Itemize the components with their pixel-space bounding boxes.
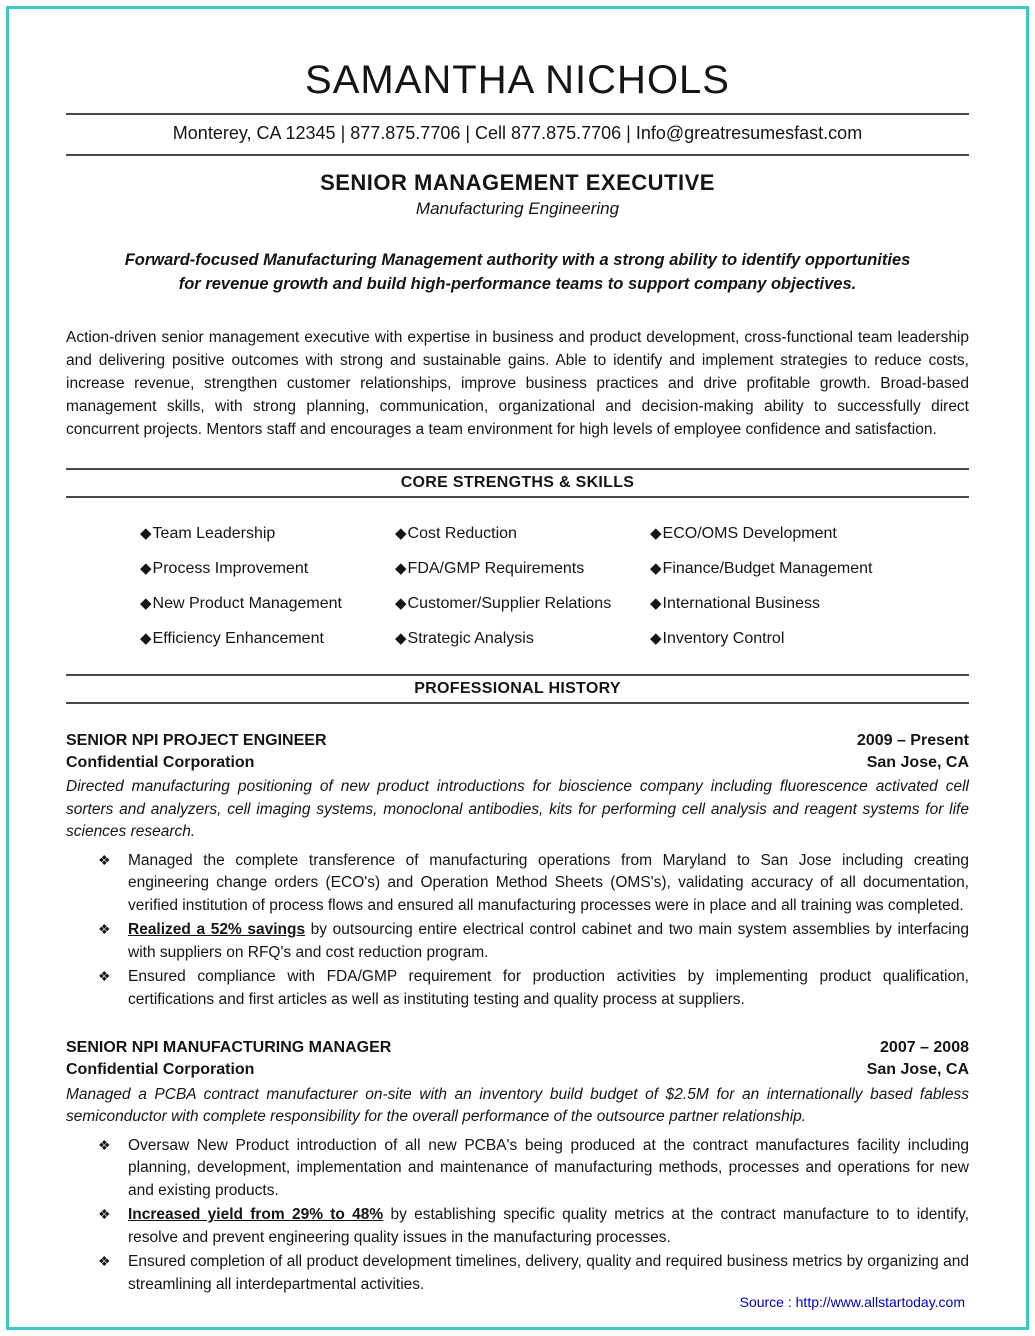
skill-item (650, 629, 969, 648)
job-bullet (66, 919, 969, 964)
skill-label: Efficiency Enhancement (152, 629, 324, 647)
contact-line: Monterey, CA 12345 | 877.875.7706 | Cell 877.875.7706 | Info@greatresumesfast.com (172, 123, 863, 143)
job-bullet-list (66, 850, 969, 1011)
job-dates: 2007 – 2008 (880, 1039, 969, 1056)
skill-label: Strategic Analysis (407, 629, 534, 647)
skill-item (650, 594, 969, 613)
job-bullet (66, 1204, 969, 1249)
skill-label: Process Improvement (152, 559, 309, 577)
skill-label: Team Leadership (152, 524, 276, 542)
skill-item (140, 629, 395, 648)
fancy-diamond-bullet-icon: ❖ (98, 1253, 111, 1270)
job-bullet (66, 1135, 969, 1202)
resume-subheadline: Manufacturing Engineering (415, 199, 620, 218)
job-subheader (66, 1059, 969, 1081)
section-professional-history (66, 674, 969, 704)
skill-item (395, 524, 650, 543)
skill-label: ECO/OMS Development (662, 524, 837, 542)
job-subheader (66, 752, 969, 774)
diamond-icon: ◆ (140, 559, 152, 577)
skill-label: Cost Reduction (407, 524, 517, 542)
skills-column-1 (140, 524, 395, 648)
skill-label: Finance/Budget Management (662, 559, 873, 577)
fancy-diamond-bullet-icon: ❖ (98, 1206, 111, 1223)
job-entry-2 (66, 1037, 969, 1296)
diamond-icon: ◆ (650, 629, 662, 647)
source-link[interactable]: Source : http://www.allstartoday.com (739, 1294, 965, 1310)
bullet-highlight: Realized a 52% savings (128, 921, 306, 939)
job-title: SENIOR NPI MANUFACTURING MANAGER (66, 1039, 392, 1056)
bullet-text: Oversaw New Product introduction of all new PCBA's being produced at the contract manufactures facility including planning, development, implementation and maintenance of manufacturing methods, processes and operations for new and existing products. (128, 1136, 969, 1199)
job-entry-1 (66, 730, 969, 1011)
fancy-diamond-bullet-icon: ❖ (98, 1136, 111, 1153)
diamond-icon: ◆ (395, 559, 407, 577)
person-name: SAMANTHA NICHOLS (305, 58, 730, 102)
divider (66, 113, 969, 115)
diamond-icon: ◆ (650, 594, 662, 612)
resume-headline: SENIOR MANAGEMENT EXECUTIVE (320, 170, 715, 195)
job-description: Managed a PCBA contract manufacturer on-site with an inventory build budget of $2.5M for an internationally based fabless semiconductor with complete responsibility for the overall performance of the outsource partner relationship. (66, 1085, 969, 1126)
job-bullet (66, 1251, 969, 1296)
skill-label: New Product Management (152, 594, 342, 612)
job-company: Confidential Corporation (66, 753, 255, 771)
job-title: SENIOR NPI PROJECT ENGINEER (66, 731, 327, 749)
job-header (66, 730, 969, 752)
skill-item (395, 629, 650, 648)
diamond-icon: ◆ (650, 524, 662, 542)
bullet-text: by outsourcing entire electrical control cabinet and two main system assemblies by interfacing with suppliers on RFQ's and cost reduction program. (128, 921, 969, 961)
skill-label: FDA/GMP Requirements (407, 559, 585, 577)
diamond-icon: ◆ (650, 559, 662, 577)
skill-item (140, 559, 395, 578)
job-description: Directed manufacturing positioning of new product introductions for bioscience company including fluorescence activated cell sorters and analyzers, cell imaging systems, monoclonal antibodies, kits for performing cell analysis and reagent systems for life sciences research. (66, 778, 969, 841)
job-location: San Jose, CA (866, 1061, 969, 1079)
skill-item (395, 559, 650, 578)
summary-paragraph: Action-driven senior management executive with expertise in business and product development, cross-functional team leadership and delivering positive outcomes with strong and sustainable gains. Able to identify and implement strategies to reduce costs, increase revenue, strengthen customer relationships, improve business practices and drive profitable growth. Broad-based management skills, with strong planning, communication, organizational and decision-making ability to successfully direct concurrent projects. Mentors staff and encourages a team environment for high levels of employee confidence and satisfaction. (66, 328, 969, 438)
bullet-text: Ensured compliance with FDA/GMP requirement for production activities by implementing product qualification, certifications and first articles as well as instituting testing and quality process at suppliers. (128, 968, 969, 1008)
skill-item (140, 524, 395, 543)
bullet-text: Managed the complete transference of manufacturing operations from Maryland to San Jose including creating engineering change orders (ECO's) and Operation Method Sheets (OMS's), validating accuracy of all documentation, verified institution of process flows and ensured all manufacturing processes were in place and all training was completed. (128, 851, 969, 914)
bullet-text: by establishing specific quality metrics at the contract manufacture to to identify, resolve and prevent engineering quality issues in the manufacturing processes. (128, 1206, 969, 1246)
diamond-icon: ◆ (140, 524, 152, 542)
skill-label: Customer/Supplier Relations (407, 594, 612, 612)
section-title: CORE STRENGTHS & SKILLS (400, 473, 635, 491)
fancy-diamond-bullet-icon: ❖ (98, 921, 111, 938)
section-title: PROFESSIONAL HISTORY (414, 679, 621, 697)
skill-label: Inventory Control (662, 629, 785, 647)
diamond-icon: ◆ (140, 629, 152, 647)
job-header (66, 1037, 969, 1059)
diamond-icon: ◆ (395, 629, 407, 647)
diamond-icon: ◆ (140, 594, 152, 612)
skill-item (395, 594, 650, 613)
skill-item (650, 524, 969, 543)
job-company: Confidential Corporation (66, 1061, 255, 1079)
divider (66, 154, 969, 156)
job-dates: 2009 – Present (856, 731, 969, 749)
skill-item (140, 594, 395, 613)
skills-column-2 (395, 524, 650, 648)
bullet-highlight: Increased yield from 29% to 48% (128, 1206, 384, 1224)
skill-item (650, 559, 969, 578)
branding-statement: Forward-focused Manufacturing Management authority with a strong ability to identify opportunities for revenue growth and build high-performance teams to support company objectives. (124, 251, 911, 293)
diamond-icon: ◆ (395, 594, 407, 612)
skills-column-3 (650, 524, 969, 648)
diamond-icon: ◆ (395, 524, 407, 542)
fancy-diamond-bullet-icon: ❖ (98, 968, 111, 985)
job-bullet (66, 966, 969, 1011)
skill-label: International Business (662, 594, 820, 612)
section-core-strengths (66, 468, 969, 498)
job-location: San Jose, CA (866, 753, 969, 771)
bullet-text: Ensured completion of all product development timelines, delivery, quality and required business metrics by organizing and streamlining all interdepartmental activities. (128, 1253, 969, 1293)
fancy-diamond-bullet-icon: ❖ (98, 851, 111, 868)
job-bullet (66, 850, 969, 917)
job-bullet-list (66, 1135, 969, 1296)
skills-grid (66, 498, 969, 660)
